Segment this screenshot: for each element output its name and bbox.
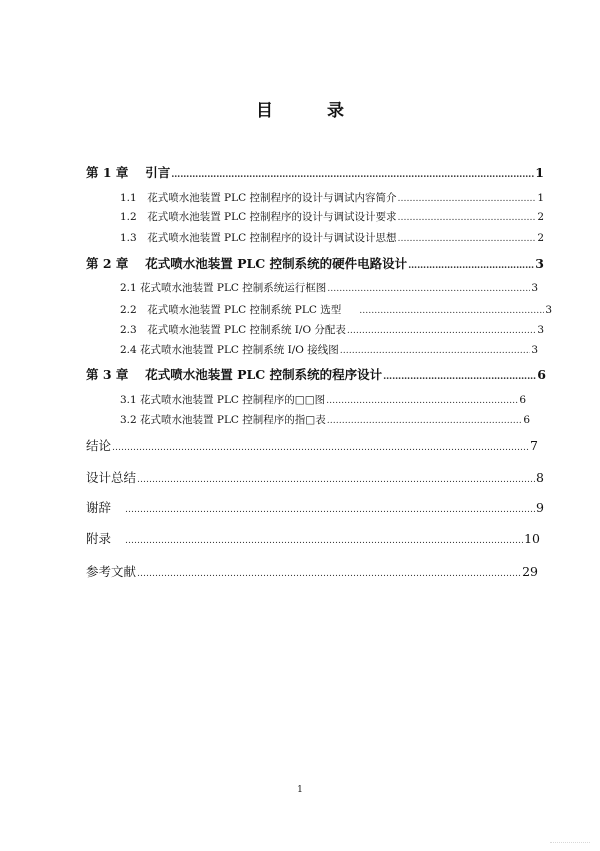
toc-entry-page: 3 (531, 344, 538, 356)
toc-entry-page: 2 (537, 232, 544, 244)
toc-entry-chapter-1 (86, 163, 544, 181)
toc-entry-label: 参考文献 (86, 564, 137, 579)
toc-title: 目 录 (256, 101, 368, 121)
toc-entry-label: 设计总结 (86, 470, 137, 485)
toc-entry-3-1 (120, 392, 526, 407)
toc-entry-page: 7 (530, 438, 538, 453)
toc-leader-dots (347, 326, 536, 336)
toc-entry-label: 2.2 花式喷水池装置 PLC 控制系统 PLC 选型 (120, 304, 342, 316)
toc-entry-2-1 (120, 280, 538, 295)
toc-leader-dots (359, 306, 544, 316)
toc-entry-label: 结论 (86, 438, 112, 453)
toc-entry-page: 2 (537, 211, 544, 223)
toc-entry-page: 3 (545, 304, 552, 316)
toc-entry-chapter-2 (86, 254, 544, 272)
corner-watermark (550, 836, 590, 843)
toc-leader-dots (327, 284, 530, 294)
toc-entry-appendix (86, 529, 540, 547)
toc-entry-label: 谢辞 (86, 500, 112, 515)
toc-entry-label: 第 2 章 花式喷水池装置 PLC 控制系统的硬件电路设计 (86, 256, 408, 271)
toc-entry-chapter-3 (86, 365, 546, 383)
toc-leader-dots (397, 194, 536, 204)
toc-entry-label: 3.2 花式喷水池装置 PLC 控制程序的指□表 (120, 414, 326, 426)
toc-entry-3-2 (120, 412, 530, 427)
toc-entry-page: 9 (536, 500, 544, 515)
toc-leader-dots (327, 416, 523, 426)
toc-entry-conclusion (86, 436, 538, 454)
toc-entry-label: 2.1 花式喷水池装置 PLC 控制系统运行框图 (120, 282, 327, 294)
toc-entry-2-3 (120, 322, 544, 337)
toc-entry-page: 3 (531, 282, 538, 294)
toc-entry-label: 第 3 章 花式喷水池装置 PLC 控制系统的程序设计 (86, 367, 383, 382)
toc-entry-page: 3 (535, 256, 544, 271)
toc-leader-dots (397, 234, 536, 244)
toc-leader-dots (112, 443, 529, 453)
toc-entry-acknowledgement (86, 498, 544, 516)
toc-entry-page: 3 (537, 324, 544, 336)
toc-leader-dots (125, 505, 535, 515)
toc-leader-dots (125, 536, 523, 546)
toc-leader-dots (408, 261, 534, 271)
toc-entry-page: 6 (523, 414, 530, 426)
toc-entry-page: 8 (536, 470, 544, 485)
toc-leader-dots (137, 569, 521, 579)
toc-entry-label: 1.1 花式喷水池装置 PLC 控制程序的设计与调试内容简介 (120, 192, 397, 204)
toc-entry-label: 1.2 花式喷水池装置 PLC 控制程序的设计与调试设计要求 (120, 211, 397, 223)
toc-entry-label: 3.1 花式喷水池装置 PLC 控制程序的□□图 (120, 394, 326, 406)
toc-entry-page: 1 (535, 165, 544, 180)
toc-entry-page: 6 (519, 394, 526, 406)
toc-entry-page: 1 (537, 192, 544, 204)
toc-entry-label: 2.3 花式喷水池装置 PLC 控制系统 I/O 分配表 (120, 324, 346, 336)
toc-entry-references (86, 562, 538, 580)
toc-entry-label: 2.4 花式喷水池装置 PLC 控制系统 I/O 接线图 (120, 344, 339, 356)
toc-entry-2-4 (120, 342, 538, 357)
toc-entry-1-1 (120, 190, 544, 205)
toc-entry-page: 29 (522, 564, 538, 579)
toc-leader-dots (340, 346, 531, 356)
toc-entry-page: 6 (537, 367, 546, 382)
toc-entry-page: 10 (524, 531, 540, 546)
toc-entry-label: 附录 (86, 531, 112, 546)
toc-leader-dots (137, 475, 535, 485)
toc-leader-dots (397, 213, 536, 223)
toc-entry-label: 1.3 花式喷水池装置 PLC 控制程序的设计与调试设计思想 (120, 232, 397, 244)
toc-entry-design-summary (86, 468, 544, 486)
toc-leader-dots (171, 170, 534, 180)
toc-entry-1-2 (120, 209, 544, 224)
toc-leader-dots (326, 396, 518, 406)
toc-leader-dots (383, 372, 536, 382)
toc-entry-1-3 (120, 230, 544, 245)
toc-entry-2-2 (120, 302, 552, 317)
toc-entry-label: 第 1 章 引言 (86, 165, 171, 180)
page-number: 1 (297, 785, 303, 795)
